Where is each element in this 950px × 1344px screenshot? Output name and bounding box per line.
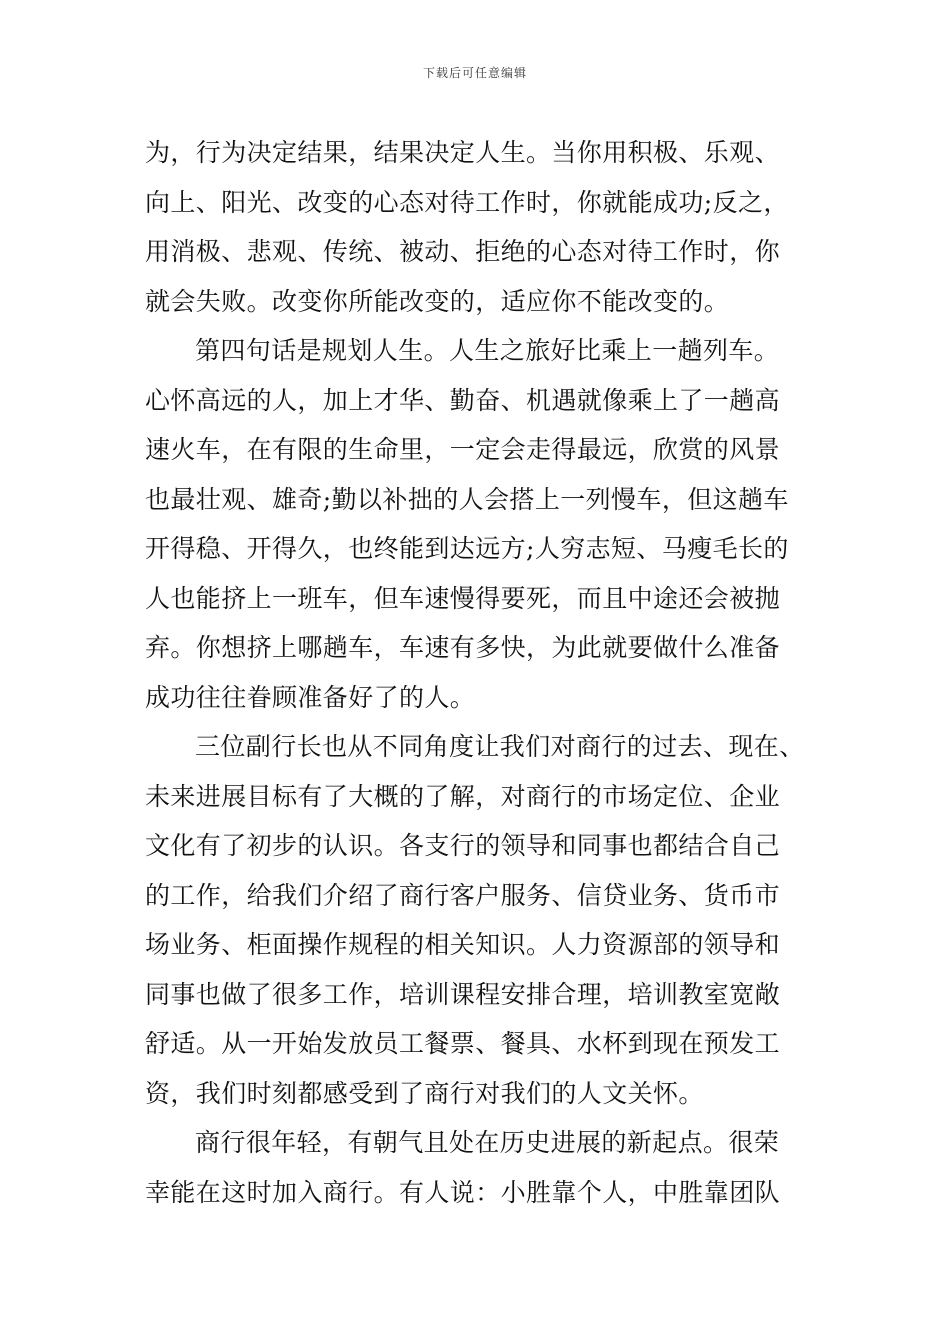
text-line: 成功往往眷顾准备好了的人。 xyxy=(145,682,476,712)
text-line: 就会失败。改变你所能改变的，适应你不能改变的。 xyxy=(145,286,730,316)
text-line: 开得稳、开得久，也终能到达远方;人穷志短、马瘦毛长的 xyxy=(145,534,789,563)
text-line: 用消极、悲观、传统、被动、拒绝的心态对待工作时，你 xyxy=(145,237,781,266)
text-line: 文化有了初步的认识。各支行的领导和同事也都结合自己 xyxy=(145,831,781,860)
text-line: 向上、阳光、改变的心态对待工作时，你就能成功;反之， xyxy=(145,187,789,217)
text-line: 资，我们时刻都感受到了商行对我们的人文关怀。 xyxy=(145,1078,704,1108)
paragraph-start-line: 商行很年轻，有朝气且处在历史进展的新起点。很荣 xyxy=(195,1128,780,1157)
paragraph-start-line: 三位副行长也从不同角度让我们对商行的过去、现在、 xyxy=(195,732,805,761)
text-line: 未来进展目标有了大概的了解，对商行的市场定位、企业 xyxy=(145,781,781,811)
text-line: 速火车，在有限的生命里，一定会走得最远，欣赏的风景 xyxy=(145,435,781,464)
text-line: 舒适。从一开始发放员工餐票、餐具、水杯到现在预发工 xyxy=(145,1029,781,1058)
text-line: 同事也做了很多工作，培训课程安排合理，培训教室宽敞 xyxy=(145,979,781,1009)
text-line: 人也能挤上一班车，但车速慢得要死，而且中途还会被抛 xyxy=(145,583,781,613)
paragraph-start-line: 第四句话是规划人生。人生之旅好比乘上一趟列车。 xyxy=(195,336,780,365)
text-line: 心怀高远的人，加上才华、勤奋、机遇就像乘上了一趟高 xyxy=(145,385,781,415)
text-line: 也最壮观、雄奇;勤以补拙的人会搭上一列慢车，但这趟车 xyxy=(145,484,789,514)
text-line: 场业务、柜面操作规程的相关知识。人力资源部的领导和 xyxy=(145,930,781,959)
document-body xyxy=(145,128,810,1217)
text-line: 弃。你想挤上哪趟车，车速有多快，为此就要做什么准备 xyxy=(145,633,781,662)
text-line: 为，行为决定结果，结果决定人生。当你用积极、乐观、 xyxy=(145,138,781,167)
text-line: 的工作，给我们介绍了商行客户服务、信贷业务、货币市 xyxy=(145,880,781,910)
page-header: 下载后可任意编辑 xyxy=(422,66,527,80)
text-line: 幸能在这时加入商行。有人说：小胜靠个人，中胜靠团队 xyxy=(145,1177,781,1207)
